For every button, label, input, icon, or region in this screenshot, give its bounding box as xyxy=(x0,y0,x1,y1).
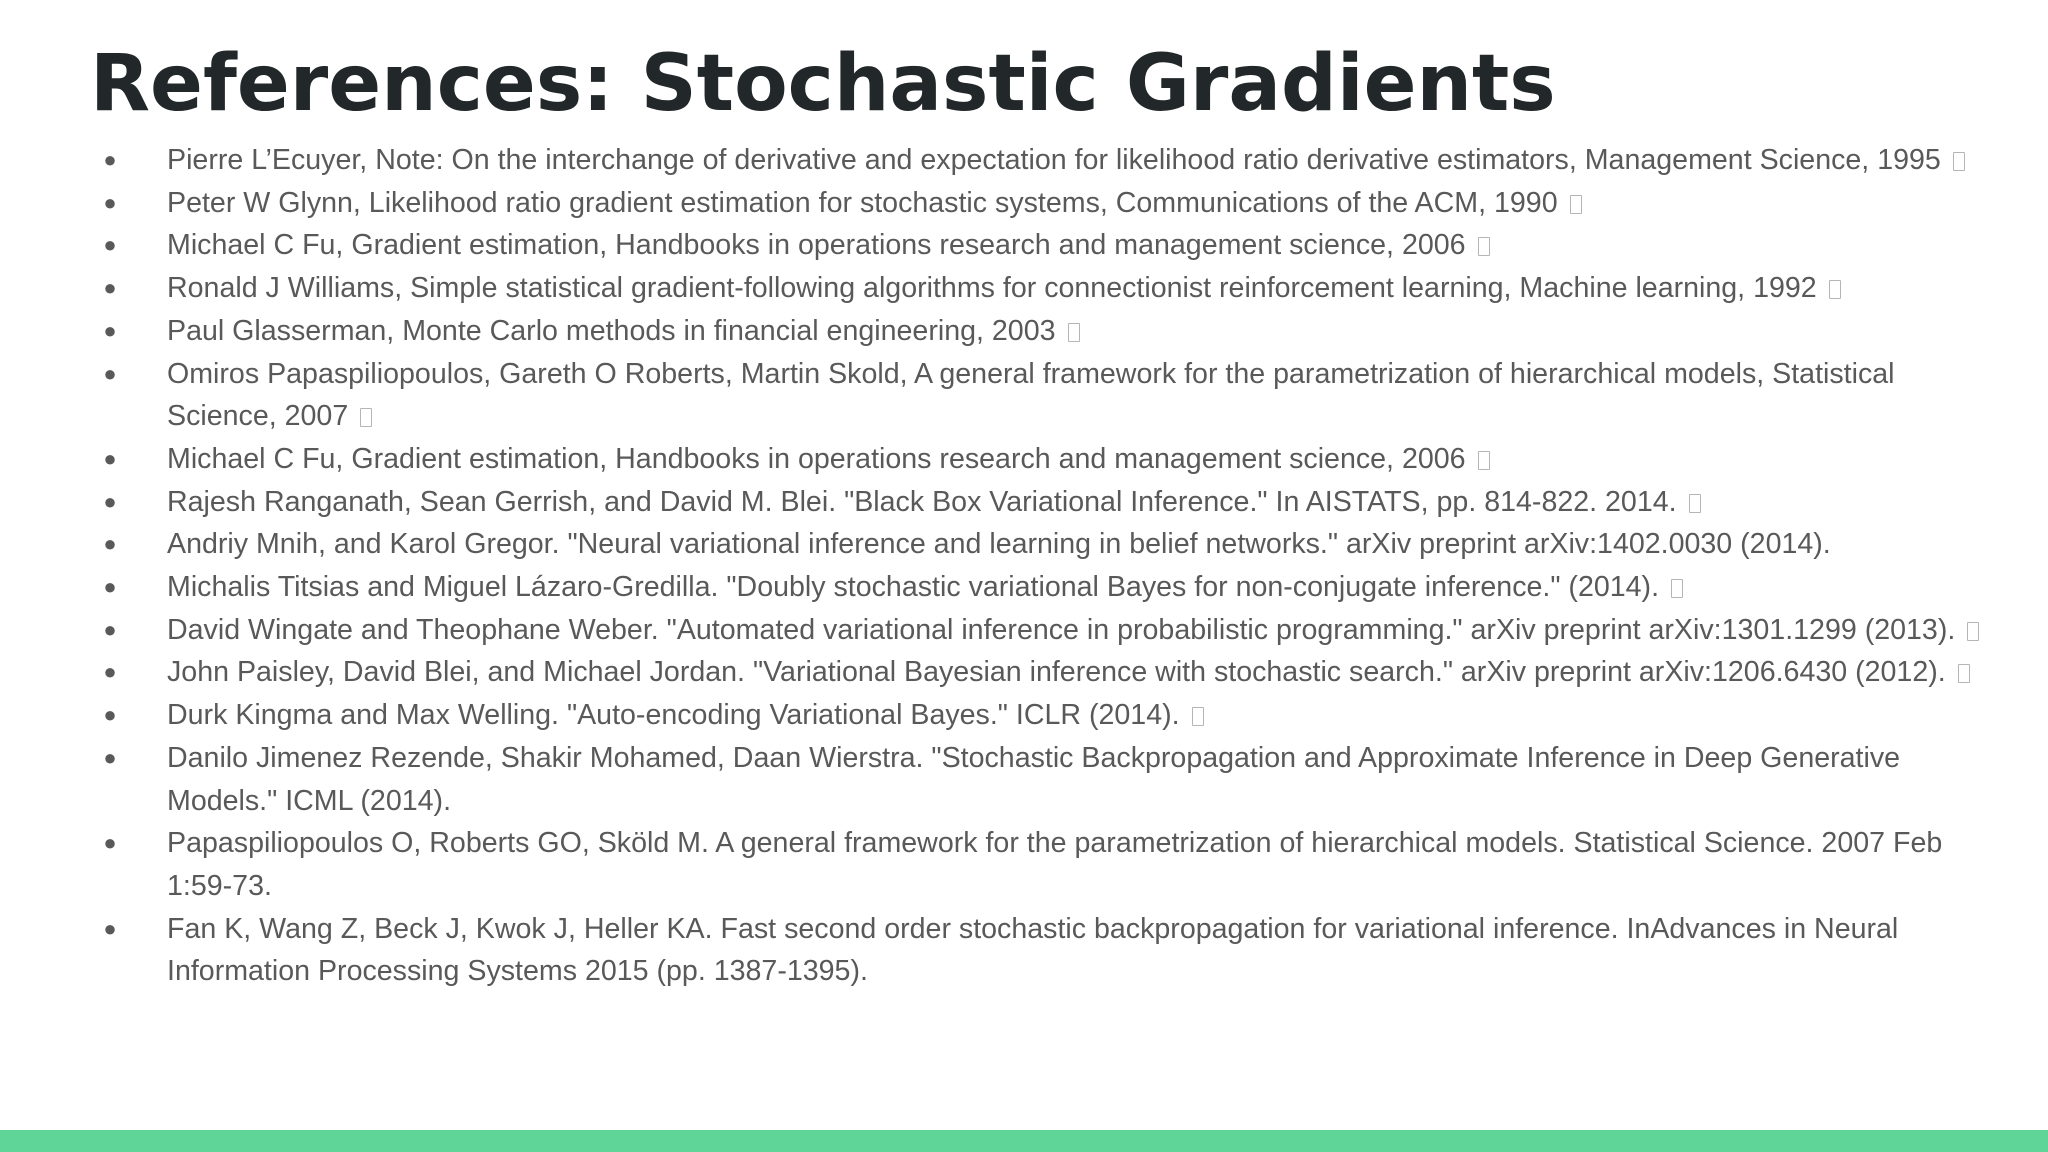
reference-text: Durk Kingma and Max Welling. "Auto-encoding Variational Bayes." ICLR (2014). xyxy=(167,699,1180,732)
reference-item xyxy=(100,267,1990,310)
reference-text: John Paisley, David Blei, and Michael Jordan. "Variational Bayesian inference with stochastic search." arXiv preprint arXiv:1206.6430 (2012). xyxy=(167,656,1946,689)
reference-text: David Wingate and Theophane Weber. "Automated variational inference in probabilistic programming." arXiv preprint arXiv:1301.1299 (2013). xyxy=(167,613,1956,646)
bullet-icon: ● xyxy=(103,702,117,728)
reference-text: Pierre L’Ecuyer, Note: On the interchange of derivative and expectation for likelihood ratio derivative estimators, Management Science, 1995 xyxy=(167,144,1941,176)
reference-item xyxy=(100,310,1990,353)
reference-item xyxy=(100,139,1990,182)
bullet-icon: ● xyxy=(103,830,117,856)
missing-glyph-icon xyxy=(1671,579,1683,598)
reference-text: Michael C Fu, Gradient estimation, Handbooks in operations research and management science, 2006 xyxy=(167,442,1466,475)
reference-item xyxy=(100,224,1990,267)
bullet-icon: ● xyxy=(103,659,117,685)
reference-item xyxy=(100,438,1990,481)
bullet-icon: ● xyxy=(103,232,117,258)
bullet-icon: ● xyxy=(103,744,117,770)
bullet-icon: ● xyxy=(103,488,117,514)
missing-glyph-icon xyxy=(1478,451,1490,470)
missing-glyph-icon xyxy=(1192,707,1204,726)
reference-text: Danilo Jimenez Rezende, Shakir Mohamed, Daan Wierstra. "Stochastic Backpropagation and Approximate Inference in Deep Generative Models." ICML (2014). xyxy=(167,741,1901,817)
reference-item xyxy=(100,822,1990,907)
missing-glyph-icon xyxy=(1967,622,1979,641)
bullet-icon: ● xyxy=(103,915,117,941)
bullet-icon: ● xyxy=(103,531,117,557)
reference-item xyxy=(100,609,1990,652)
reference-item xyxy=(100,651,1990,694)
reference-text: Ronald J Williams, Simple statistical gradient-following algorithms for connectionist reinforcement learning, Machine learning, 1992 xyxy=(167,272,1817,305)
missing-glyph-icon xyxy=(1829,280,1841,299)
reference-text: Andriy Mnih, and Karol Gregor. "Neural variational inference and learning in belief networks." arXiv preprint arXiv:1402.0030 (2014). xyxy=(167,528,1831,561)
bullet-icon: ● xyxy=(103,317,117,343)
reference-item xyxy=(100,694,1990,737)
reference-text: Papaspiliopoulos O, Roberts GO, Sköld M. A general framework for the parametrization of hierarchical models. Statistical Science. 2007 Feb 1:59-73. xyxy=(167,827,1943,902)
bullet-icon: ● xyxy=(103,445,117,471)
reference-text: Michael C Fu, Gradient estimation, Handbooks in operations research and management science, 2006 xyxy=(167,229,1466,262)
bullet-icon: ● xyxy=(103,147,117,172)
missing-glyph-icon xyxy=(1689,494,1701,513)
bullet-icon: ● xyxy=(103,275,117,301)
missing-glyph-icon xyxy=(1068,323,1080,342)
reference-item xyxy=(100,523,1990,566)
reference-text: Rajesh Ranganath, Sean Gerrish, and David M. Blei. "Black Box Variational Inference." In AISTATS, pp. 814-822. 2014. xyxy=(167,485,1677,518)
reference-item xyxy=(100,566,1990,609)
reference-text: Fan K, Wang Z, Beck J, Kwok J, Heller KA. Fast second order stochastic backpropagation for variational inference. InAdvances in Neural Information Processing Systems 2015 (pp. 1387-1395). xyxy=(167,912,1899,988)
reference-text: Michalis Titsias and Miguel Lázaro-Gredilla. "Doubly stochastic variational Bayes for non-conjugate inference." (2014). xyxy=(167,571,1660,604)
reference-item xyxy=(100,481,1990,524)
missing-glyph-icon xyxy=(1478,237,1490,256)
bullet-icon: ● xyxy=(103,360,117,386)
bullet-icon: ● xyxy=(103,616,117,642)
reference-item xyxy=(100,182,1990,225)
bullet-icon: ● xyxy=(103,189,117,215)
reference-text: Paul Glasserman, Monte Carlo methods in financial engineering, 2003 xyxy=(167,314,1056,347)
missing-glyph-icon xyxy=(1953,152,1965,171)
reference-list xyxy=(100,139,1990,993)
missing-glyph-icon xyxy=(360,408,372,427)
reference-text: Omiros Papaspiliopoulos, Gareth O Roberts, Martin Skold, A general framework for the parametrization of hierarchical models, Statistical Science, 2007 xyxy=(167,357,1895,433)
reference-item xyxy=(100,908,1990,993)
reference-item xyxy=(100,737,1990,822)
missing-glyph-icon xyxy=(1570,195,1582,214)
bullet-icon: ● xyxy=(103,574,117,600)
footer-accent-bar xyxy=(0,1130,2048,1152)
missing-glyph-icon xyxy=(1958,664,1970,683)
reference-text: Peter W Glynn, Likelihood ratio gradient estimation for stochastic systems, Communications of the ACM, 1990 xyxy=(167,186,1558,219)
reference-item xyxy=(100,353,1990,438)
slide-title: References: Stochastic Gradients xyxy=(90,39,1556,129)
